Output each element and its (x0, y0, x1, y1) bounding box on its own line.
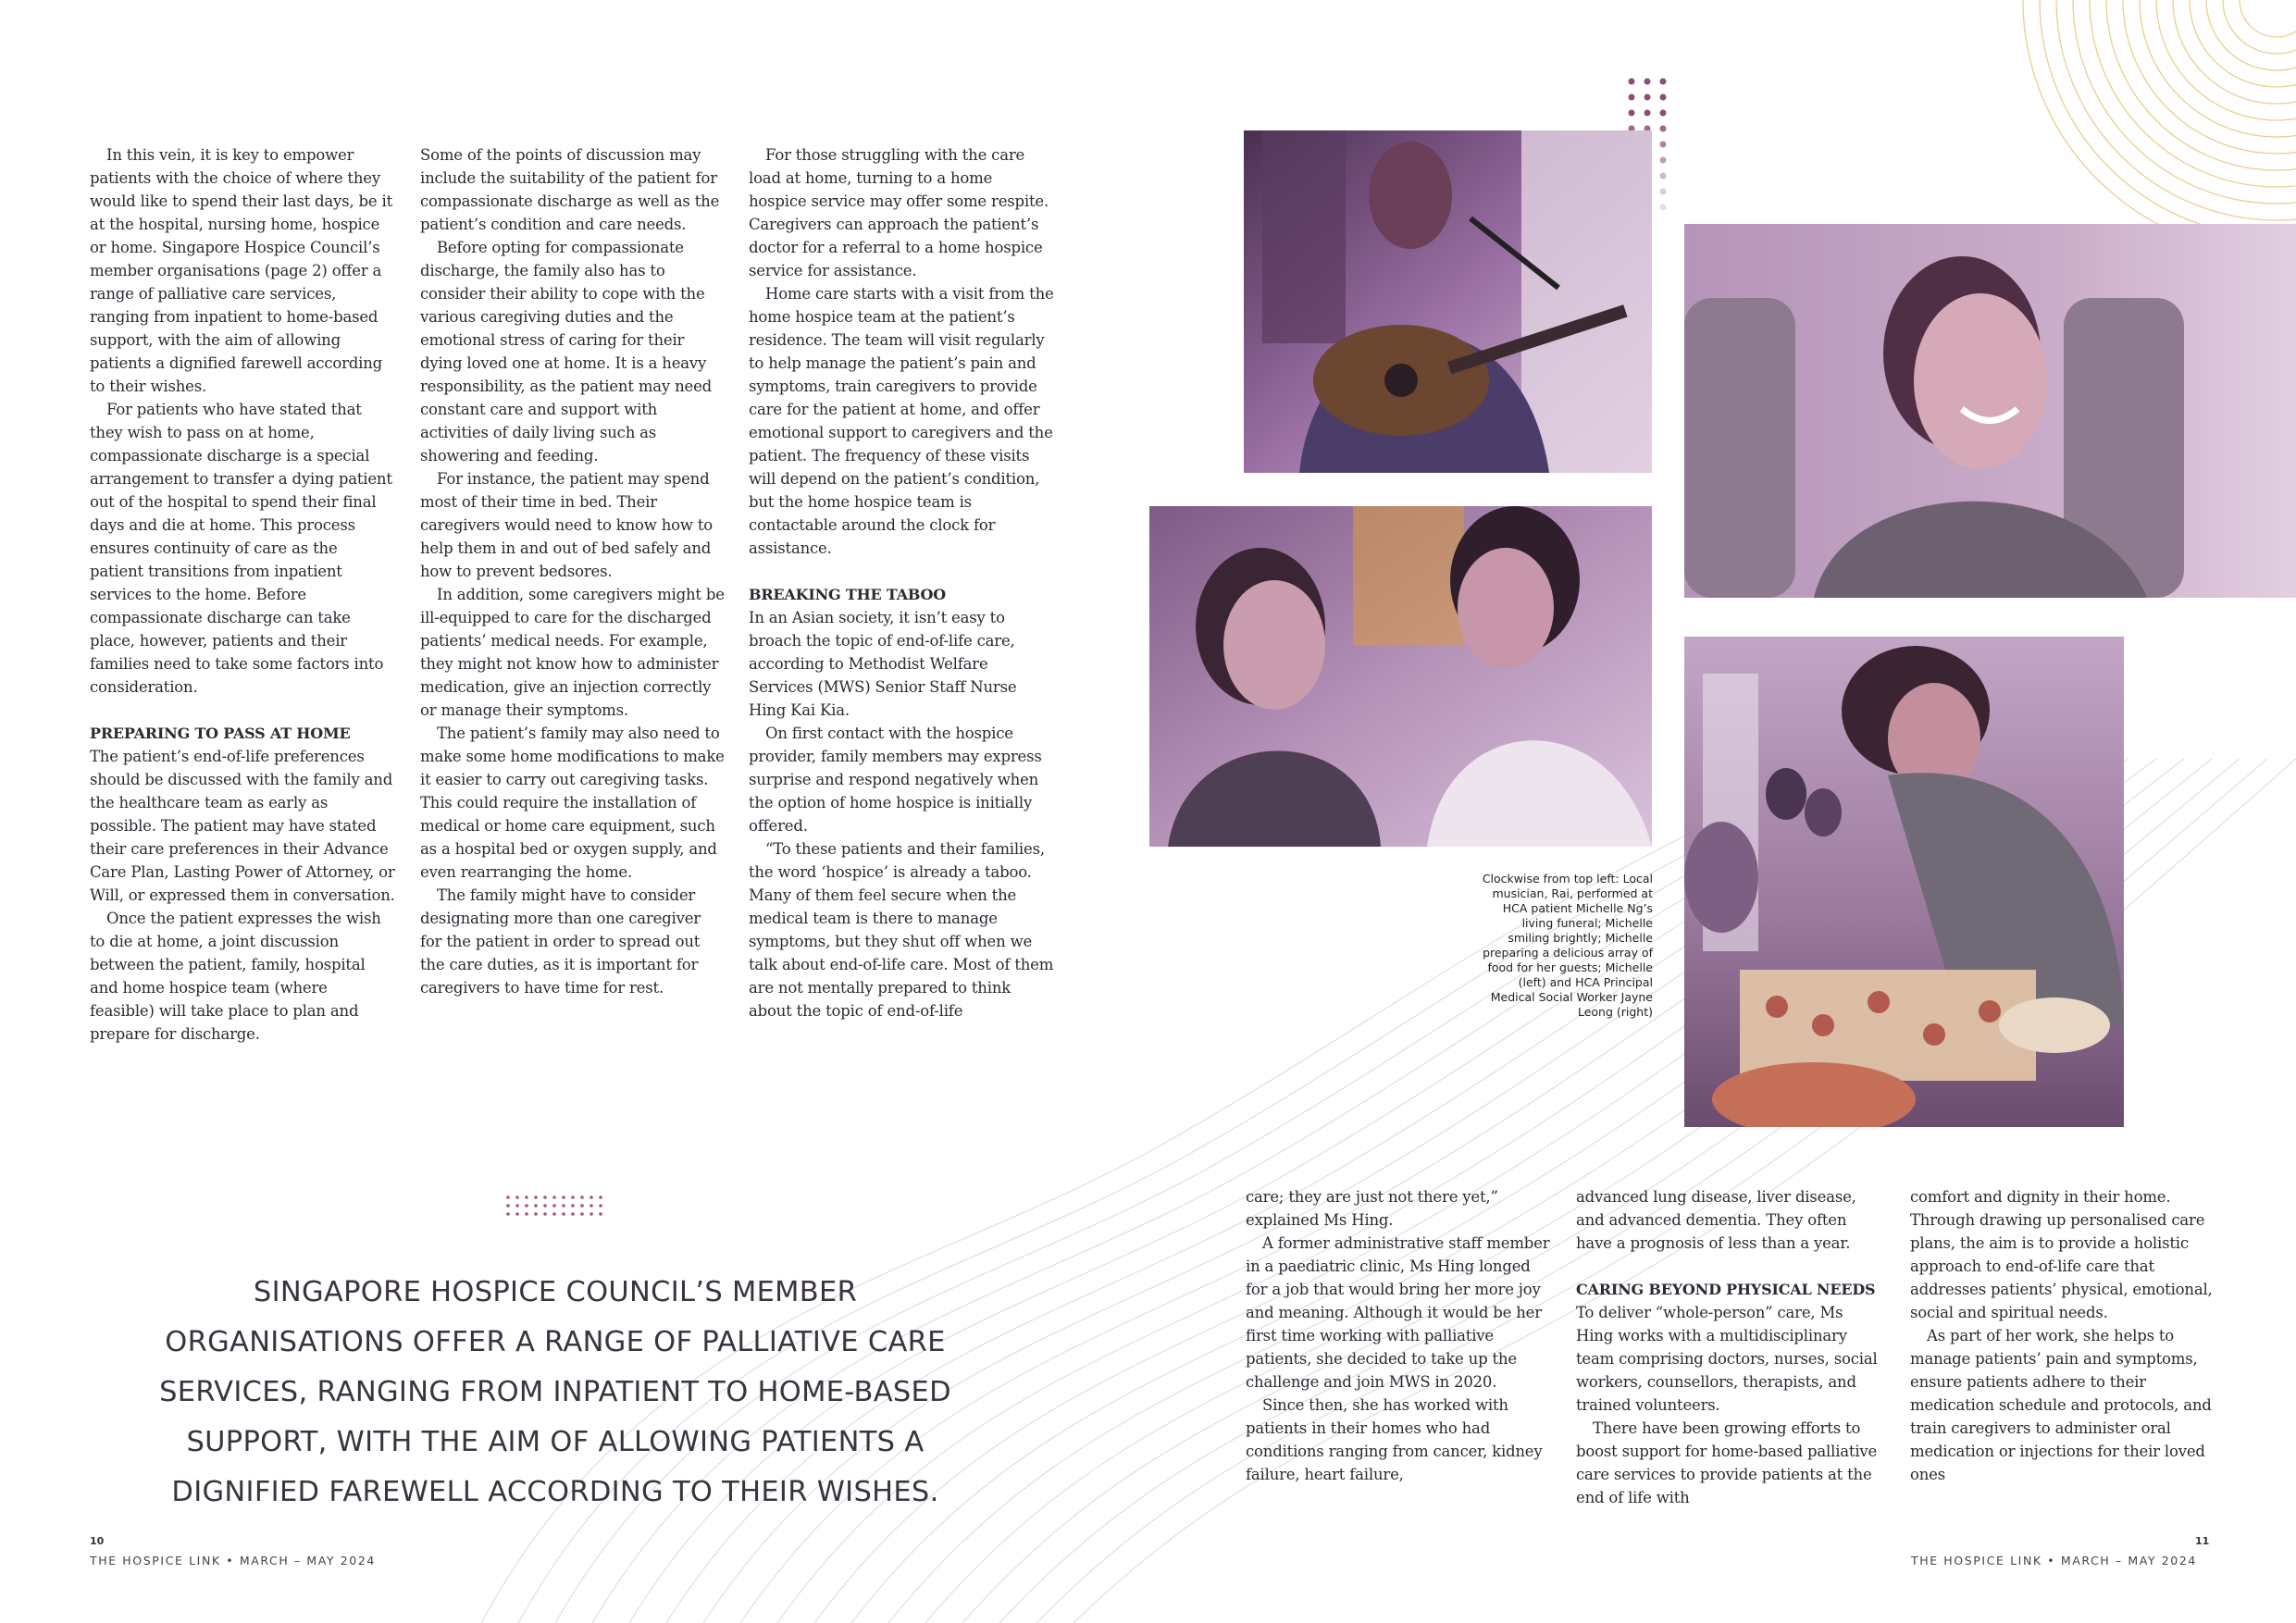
paragraph: Home care starts with a visit from the home hospice team at the patient’s residence. The team will visit regularly to help manage the patient’s pain and symptoms, train caregivers to provide care for the patient at home, and offer emotional support to caregivers and the patient. The frequency of these visits will depend on the patient’s condition, but the home hospice team is contactable around the clock for assistance. (749, 285, 1054, 557)
paragraph: care; they are just not there yet,” explained Ms Hing. (1246, 1188, 1498, 1229)
paragraph: comfort and dignity in their home. Through drawing up personalised care plans, the aim is to provide a holistic approach to end-of-life care that addresses patients’ physical, emotional, social and spiritual needs. (1910, 1188, 2213, 1321)
paragraph: Before opting for compassionate discharge, the family also has to consider their ability to cope with the various caregiving duties and the emotional stress of caring for their dying loved one at home. It is a heavy responsibility, as the patient may need constant care and support with activities of daily living such as showering and feeding. (420, 239, 712, 465)
paragraph: For patients who have stated that they wish to pass on at home, compassionate discharge is a special arrangement to transfer a dying patient out of the hospital to spend their final days and die at home. This process ensures continuity of care as the patient transitions from inpatient services to the home. Before compassionate discharge can take place, however, patients and their families need to take some factors into consideration. (90, 401, 392, 696)
paragraph: In addition, some caregivers might be ill-equipped to care for the discharged patients’ medical needs. For example, they might not know how to administer medication, give an injection correctly or manage their symptoms. (420, 586, 725, 719)
paragraph: “To these patients and their families, the word ‘hospice’ is already a taboo. Many of them feel secure when the medical team is there to manage symptoms, but they shut off when we talk about end-of-life care. Most of them are not mentally prepared to think about the topic of end-of-life (749, 840, 1054, 1020)
paragraph: For instance, the patient may spend most of their time in bed. Their caregivers would need to know how to help them in and out of bed safely and how to prevent bedsores. (420, 470, 714, 580)
text-column-2 (420, 143, 726, 999)
text-column-3 (749, 143, 1054, 1022)
paragraph: As part of her work, she helps to manage patients’ pain and symptoms, ensure patients adhere to their medication schedule and protocols, and train caregivers to administer oral medication or injections for their loved ones (1910, 1327, 2212, 1483)
text-column-1 (90, 143, 395, 1046)
paragraph: The family might have to consider designating more than one caregiver for the patient in order to spread out the care duties, as it is important for caregivers to have time for rest. (420, 886, 701, 997)
paragraph: On first contact with the hospice provider, family members may express surprise and respond negatively when the option of home hospice is initially offered. (749, 725, 1042, 835)
paragraph: A former administrative staff member in a paediatric clinic, Ms Hing longed for a job that would bring her more joy and meaning. Although it would be her first time working with palliative patients, she decided to take up the challenge and join MWS in 2020. (1246, 1234, 1550, 1391)
paragraph: advanced lung disease, liver disease, and advanced dementia. They often have a prognosis of less than a year. (1576, 1188, 1856, 1252)
food-preparation-photo (1684, 637, 2124, 1127)
page-number-right: 11 (2195, 1535, 2210, 1547)
footer-left: THE HOSPICE LINK • MARCH – MAY 2024 (90, 1554, 376, 1567)
text-column-5 (1576, 1185, 1881, 1509)
paragraph: To deliver “whole-person” care, Ms Hing works with a multidisciplinary team comprising doctors, nurses, social workers, counsellors, therapists, and trained volunteers. (1576, 1304, 1878, 1414)
text-column-6 (1910, 1185, 2215, 1486)
paragraph: Some of the points of discussion may include the suitability of the patient for compassionate discharge as well as the patient’s condition and care needs. (420, 146, 720, 233)
paragraph: In an Asian society, it isn’t easy to broach the topic of end-of-life care, according to Methodist Welfare Services (MWS) Senior Staff Nurse Hing Kai Kia. (749, 609, 1017, 719)
page-number-left: 10 (90, 1535, 105, 1547)
paragraph: For those struggling with the care load at home, turning to a home hospice service may offer some respite. Caregivers can approach the patient’s doctor for a referral to a home hospice service for assistance. (749, 146, 1049, 279)
footer-right: THE HOSPICE LINK • MARCH – MAY 2024 (1911, 1554, 2197, 1567)
photo-caption: Clockwise from top left: Local musician, Rai, performed at HCA patient Michelle Ng’s living funeral; Michelle smiling brightly; Michelle preparing a delicious array of food for her guests; Michelle (left) and HCA Principal Medical Social Worker Jayne Leong (right) (1482, 872, 1653, 1019)
pull-quote: SINGAPORE HOSPICE COUNCIL’S MEMBER ORGANISATIONS OFFER A RANGE OF PALLIATIVE CARE SERVICES, RANGING FROM INPATIENT TO HOME-BASED SUPPORT, WITH THE AIM OF ALLOWING PATIENTS A DIGNIFIED FAREWELL ACCORDING TO THEIR WISHES. (159, 1276, 951, 1508)
paragraph: In this vein, it is key to empower patients with the choice of where they would like to spend their last days, be it at the hospital, nursing home, hospice or home. Singapore Hospice Council’s member organisations (page 2) offer a range of palliative care services, ranging from inpatient to home-based support, with the aim of allowing patients a dignified farewell according to their wishes. (90, 146, 393, 395)
paragraph: The patient’s family may also need to make some home modifications to make it easier to carry out caregiving tasks. This could require the installation of medical or home care equipment, such as a hospital bed or oxygen supply, and even rearranging the home. (420, 725, 725, 881)
woman-smiling-photo (1684, 224, 2296, 598)
guitar-musician-photo (1244, 130, 1652, 473)
two-women-conversation-photo (1149, 506, 1652, 847)
section-heading: BREAKING THE TABOO (749, 586, 947, 603)
paragraph: Once the patient expresses the wish to die at home, a joint discussion between the patient, family, hospital and home hospice team (where feasible) will take place to plan and prepare for discharge. (90, 910, 381, 1043)
section-heading: CARING BEYOND PHYSICAL NEEDS (1576, 1281, 1876, 1298)
paragraph: The patient’s end-of-life preferences should be discussed with the family and the healthcare team as early as possible. The patient may have stated their care preferences in their Advance Care Plan, Lasting Power of Attorney, or Will, or expressed them in conversation. (90, 748, 395, 904)
paragraph: There have been growing efforts to boost support for home-based palliative care services to provide patients at the end of life with (1576, 1419, 1878, 1506)
dot-rows-decoration (504, 1194, 606, 1218)
section-heading: PREPARING TO PASS AT HOME (90, 725, 351, 742)
text-column-4 (1246, 1185, 1551, 1486)
paragraph: Since then, she has worked with patients in their homes who had conditions ranging from cancer, kidney failure, heart failure, (1246, 1396, 1543, 1483)
